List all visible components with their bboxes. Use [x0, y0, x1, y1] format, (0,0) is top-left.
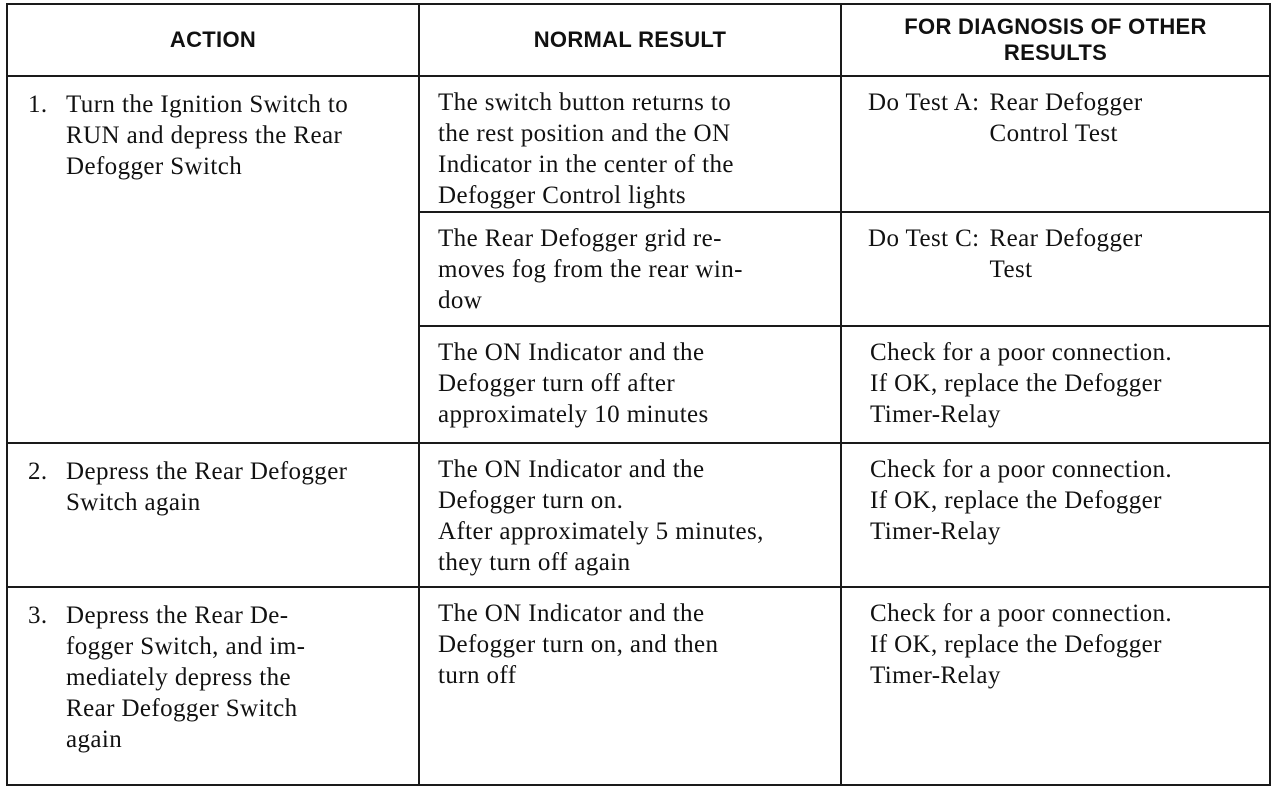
- action-text: [66, 600, 410, 755]
- step-number: 2.: [28, 457, 48, 485]
- table-row: [7, 76, 1270, 212]
- diagnosis-cell: [841, 326, 1270, 442]
- normal-result-line: the rest position and the ON: [438, 120, 731, 147]
- test-label: Do Test C:: [868, 225, 980, 253]
- table-row: [7, 587, 1270, 785]
- normal-result-line: The switch button returns to: [438, 89, 732, 116]
- header-action: ACTION: [7, 4, 419, 76]
- normal-result-line: they turn off again: [438, 548, 631, 576]
- test-name: [980, 223, 1261, 285]
- action-line: mediately depress the: [66, 663, 291, 691]
- action-cell-step-3: [7, 587, 419, 785]
- diagnosis-line: If OK, replace the Defogger: [870, 630, 1162, 658]
- action-line: again: [66, 725, 123, 753]
- normal-result-line: The ON Indicator and the: [438, 339, 705, 367]
- table-row: [7, 443, 1270, 587]
- diagnosis-line: Rear Defogger: [989, 89, 1143, 116]
- header-diagnosis-line-1: FOR DIAGNOSIS OF OTHER: [904, 14, 1207, 39]
- diagnosis-line: Check for a poor connection.: [870, 599, 1173, 627]
- test-label: Do Test A:: [868, 89, 980, 116]
- action-text: [66, 456, 410, 518]
- normal-result-cell: [419, 326, 841, 442]
- normal-result-cell: [419, 587, 841, 785]
- diagnosis-line: Test: [989, 256, 1033, 284]
- normal-result-line: Defogger Control lights: [438, 182, 687, 209]
- diagnosis-line: Rear Defogger: [989, 225, 1143, 253]
- header-normal-result: NORMAL RESULT: [419, 4, 841, 76]
- diagnosis-cell: [841, 76, 1270, 212]
- action-line: Depress the Rear Defogger: [66, 457, 348, 485]
- diagnosis-line: Timer-Relay: [870, 661, 1001, 689]
- diagnosis-cell: [841, 587, 1270, 785]
- normal-result-line: Defogger turn on.: [438, 486, 624, 514]
- action-text: [66, 89, 410, 182]
- normal-result-line: approximately 10 minutes: [438, 401, 709, 429]
- normal-result-line: The ON Indicator and the: [438, 599, 705, 627]
- action-line: RUN and depress the Rear: [66, 122, 343, 149]
- normal-result-cell: [419, 212, 841, 326]
- normal-result-line: Indicator in the center of the: [438, 151, 734, 178]
- test-name: [980, 87, 1261, 149]
- action-line: Defogger Switch: [66, 153, 243, 180]
- defogger-diagnosis-table: [6, 3, 1271, 786]
- diagnosis-cell: [841, 212, 1270, 326]
- action-line: fogger Switch, and im-: [66, 632, 306, 660]
- normal-result-cell: [419, 443, 841, 587]
- diagnosis-line: Control Test: [989, 120, 1118, 147]
- action-line: Depress the Rear De-: [66, 601, 289, 629]
- action-line: Switch again: [66, 488, 201, 516]
- header-row: [7, 4, 1270, 76]
- step-number: 1.: [28, 91, 48, 118]
- normal-result-line: The Rear Defogger grid re-: [438, 225, 722, 253]
- action-line: Rear Defogger Switch: [66, 694, 298, 722]
- normal-result-line: The ON Indicator and the: [438, 455, 705, 483]
- normal-result-line: Defogger turn off after: [438, 370, 676, 398]
- diagnosis-line: If OK, replace the Defogger: [870, 486, 1162, 514]
- diagnosis-line: If OK, replace the Defogger: [870, 370, 1162, 398]
- normal-result-cell: [419, 76, 841, 212]
- diagnosis-line: Timer-Relay: [870, 401, 1001, 429]
- header-diagnosis-line-2: RESULTS: [1003, 40, 1108, 65]
- normal-result-line: moves fog from the rear win-: [438, 256, 743, 284]
- normal-result-line: dow: [438, 287, 483, 315]
- diagnosis-line: Timer-Relay: [870, 517, 1001, 545]
- diagnosis-cell: [841, 443, 1270, 587]
- header-diagnosis: [841, 4, 1270, 76]
- action-cell-step-1: [7, 76, 419, 443]
- step-number: 3.: [28, 601, 48, 629]
- action-line: Turn the Ignition Switch to: [66, 91, 349, 118]
- action-cell-step-2: [7, 443, 419, 587]
- diagnosis-line: Check for a poor connection.: [870, 455, 1173, 483]
- diagnosis-line: Check for a poor connection.: [870, 339, 1173, 367]
- normal-result-line: After approximately 5 minutes,: [438, 517, 764, 545]
- normal-result-line: Defogger turn on, and then: [438, 630, 719, 658]
- normal-result-line: turn off: [438, 661, 517, 689]
